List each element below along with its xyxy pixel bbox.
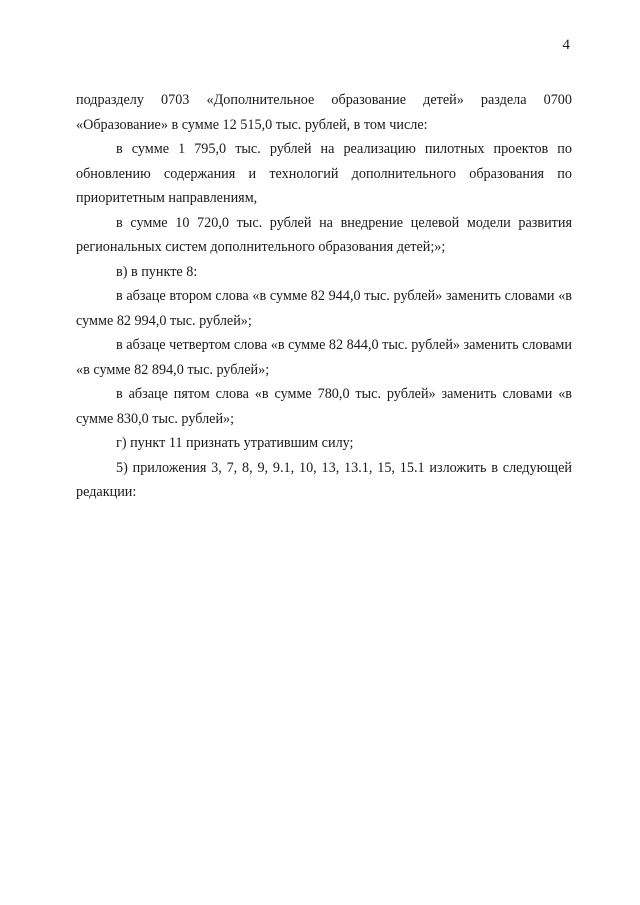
paragraph-abzac-fifth: в абзаце пятом слова «в сумме 780,0 тыс. рублей» заменить словами «в сумме 830,0 тыс. рублей»;	[76, 386, 572, 427]
page-number: 4	[562, 37, 570, 53]
document-body	[76, 88, 572, 505]
paragraph-pilot-projects: в сумме 1 795,0 тыс. рублей на реализацию пилотных проектов по обновлению содержания и технологий дополнительного образования по приоритетным направлениям,	[76, 141, 572, 206]
paragraph-subsection-0703: подразделу 0703 «Дополнительное образование детей» раздела 0700 «Образование» в сумме 12 515,0 тыс. рублей, в том числе:	[76, 92, 572, 133]
paragraph-abzac-second: в абзаце втором слова «в сумме 82 944,0 тыс. рублей» заменить словами «в сумме 82 994,0 тыс. рублей»;	[76, 288, 572, 329]
paragraph-target-model: в сумме 10 720,0 тыс. рублей на внедрение целевой модели развития региональных систем дополнительного образования детей;»;	[76, 214, 572, 255]
paragraph-item-11: г) пункт 11 признать утратившим силу;	[116, 435, 354, 451]
paragraph-item-8: в) в пункте 8:	[116, 263, 198, 280]
paragraph-appendices: 5) приложения 3, 7, 8, 9, 9.1, 10, 13, 13.1, 15, 15.1 изложить в следующей редакции:	[76, 459, 572, 500]
paragraph-abzac-fourth: в абзаце четвертом слова «в сумме 82 844,0 тыс. рублей» заменить словами «в сумме 82 894,0 тыс. рублей»;	[76, 337, 572, 378]
